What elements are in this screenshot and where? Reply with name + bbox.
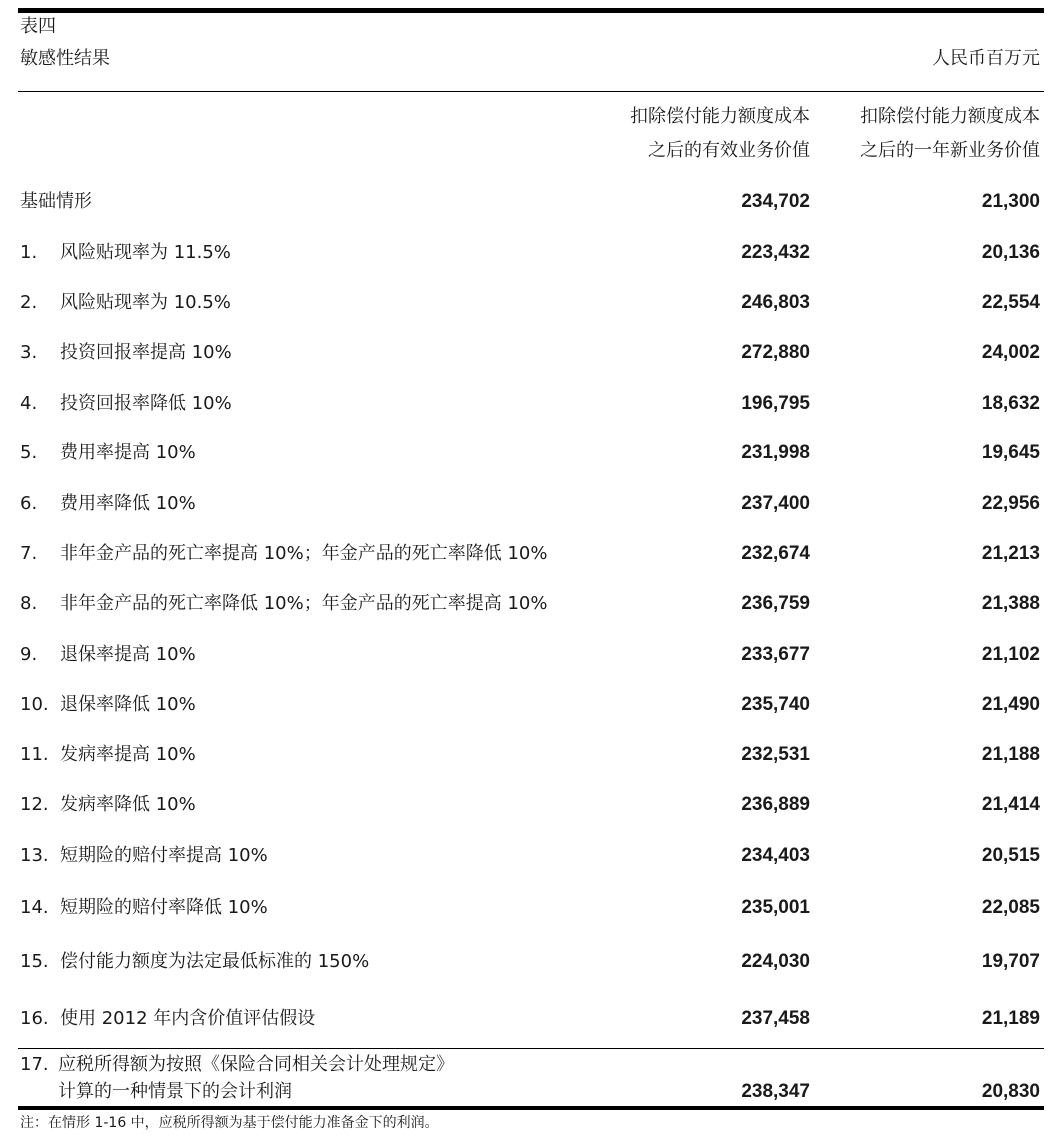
row-label: 偿付能力额度为法定最低标准的 150% <box>60 951 370 972</box>
table-row-17 <box>18 1051 1044 1105</box>
inforce-value: 237,458 <box>741 1008 810 1029</box>
new-business-value: 21,300 <box>981 191 1040 212</box>
row-label: 发病率提高 10% <box>60 744 196 765</box>
bottom-rule <box>18 1106 1044 1110</box>
row-label: 费用率提高 10% <box>60 442 196 463</box>
row-number: 10. <box>20 694 49 715</box>
column-header-new-business-value <box>860 100 1040 168</box>
inforce-value: 196,795 <box>741 393 810 414</box>
inforce-value: 235,001 <box>741 897 810 918</box>
new-business-value: 19,645 <box>981 442 1040 463</box>
table-row <box>18 389 1044 419</box>
new-business-value: 22,554 <box>981 292 1040 313</box>
column-header-inforce-value <box>630 100 810 168</box>
row-label: 风险贴现率为 10.5% <box>60 292 231 313</box>
row17-rule <box>18 1048 1044 1049</box>
row-label: 风险贴现率为 11.5% <box>60 242 231 263</box>
inforce-value: 223,432 <box>741 242 810 263</box>
column-header-line: 扣除偿付能力额度成本 <box>630 106 810 127</box>
inforce-value: 238,347 <box>741 1081 810 1102</box>
new-business-value: 21,189 <box>981 1008 1040 1029</box>
row-number: 9. <box>20 644 38 665</box>
new-business-value: 21,102 <box>981 644 1040 665</box>
row-label: 退保率降低 10% <box>60 694 196 715</box>
row-number: 12. <box>20 794 49 815</box>
row-number: 16. <box>20 1008 49 1029</box>
table-row <box>18 288 1044 318</box>
table-row <box>18 1004 1044 1034</box>
row-label-line2: 计算的一种情景下的会计利润 <box>58 1081 292 1102</box>
inforce-value: 233,677 <box>741 644 810 665</box>
table-row <box>18 539 1044 569</box>
inforce-value: 246,803 <box>741 292 810 313</box>
table-row <box>18 790 1044 820</box>
column-header-line: 之后的有效业务价值 <box>648 140 810 161</box>
row-number: 4. <box>20 393 38 414</box>
new-business-value: 22,956 <box>981 493 1040 514</box>
new-business-value: 21,490 <box>981 694 1040 715</box>
table-row <box>18 489 1044 519</box>
new-business-value: 20,515 <box>981 845 1040 866</box>
row-number: 3. <box>20 342 38 363</box>
new-business-value: 18,632 <box>981 393 1040 414</box>
inforce-value: 231,998 <box>741 442 810 463</box>
sensitivity-table-page <box>18 0 1044 1140</box>
inforce-value: 232,674 <box>741 543 810 564</box>
row-label: 短期险的赔付率降低 10% <box>60 897 268 918</box>
table-row-base <box>18 187 1044 217</box>
new-business-value: 21,414 <box>981 794 1040 815</box>
row-label: 投资回报率降低 10% <box>60 393 232 414</box>
table-row <box>18 438 1044 468</box>
row-number: 6. <box>20 493 38 514</box>
currency-unit: 人民币百万元 <box>932 48 1040 69</box>
table-row <box>18 690 1044 720</box>
table-row <box>18 589 1044 619</box>
row-label: 使用 2012 年内含价值评估假设 <box>60 1008 316 1029</box>
inforce-value: 237,400 <box>741 493 810 514</box>
inforce-value: 236,759 <box>741 593 810 614</box>
row-number: 11. <box>20 744 49 765</box>
header-rule <box>18 91 1044 92</box>
inforce-value: 224,030 <box>741 951 810 972</box>
table-number: 表四 <box>20 16 56 37</box>
table-row <box>18 740 1044 770</box>
row-label: 发病率降低 10% <box>60 794 196 815</box>
table-row <box>18 640 1044 670</box>
new-business-value: 21,213 <box>981 543 1040 564</box>
inforce-value: 236,889 <box>741 794 810 815</box>
new-business-value: 19,707 <box>981 951 1040 972</box>
row-number: 2. <box>20 292 38 313</box>
inforce-value: 272,880 <box>741 342 810 363</box>
row-label: 退保率提高 10% <box>60 644 196 665</box>
row-label: 短期险的赔付率提高 10% <box>60 845 268 866</box>
table-row <box>18 338 1044 368</box>
new-business-value: 24,002 <box>981 342 1040 363</box>
new-business-value: 20,136 <box>981 242 1040 263</box>
column-header-line: 之后的一年新业务价值 <box>860 140 1040 161</box>
row-number: 1. <box>20 242 38 263</box>
table-row <box>18 947 1044 977</box>
top-rule <box>18 8 1044 13</box>
row-number: 17. <box>20 1054 49 1075</box>
new-business-value: 20,830 <box>981 1081 1040 1102</box>
row-label: 非年金产品的死亡率降低 10%；年金产品的死亡率提高 10% <box>60 593 548 614</box>
row-number: 7. <box>20 543 38 564</box>
table-row <box>18 841 1044 871</box>
row-number: 14. <box>20 897 49 918</box>
inforce-value: 234,403 <box>741 845 810 866</box>
new-business-value: 21,388 <box>981 593 1040 614</box>
row-label: 费用率降低 10% <box>60 493 196 514</box>
row-number: 8. <box>20 593 38 614</box>
row-number: 15. <box>20 951 49 972</box>
row-number: 5. <box>20 442 38 463</box>
inforce-value: 235,740 <box>741 694 810 715</box>
footnote: 注：在情形 1-16 中，应税所得额为基于偿付能力准备金下的利润。 <box>20 1115 439 1131</box>
inforce-value: 232,531 <box>741 744 810 765</box>
table-row <box>18 238 1044 268</box>
new-business-value: 22,085 <box>981 897 1040 918</box>
inforce-value: 234,702 <box>741 191 810 212</box>
table-title: 敏感性结果 <box>20 48 110 69</box>
row-label: 非年金产品的死亡率提高 10%；年金产品的死亡率降低 10% <box>60 543 548 564</box>
row-label-line1: 应税所得额为按照《保险合同相关会计处理规定》 <box>58 1054 454 1075</box>
row-label: 投资回报率提高 10% <box>60 342 232 363</box>
column-header-line: 扣除偿付能力额度成本 <box>860 106 1040 127</box>
row-number: 13. <box>20 845 49 866</box>
new-business-value: 21,188 <box>981 744 1040 765</box>
table-row <box>18 893 1044 923</box>
row-label: 基础情形 <box>20 191 92 212</box>
